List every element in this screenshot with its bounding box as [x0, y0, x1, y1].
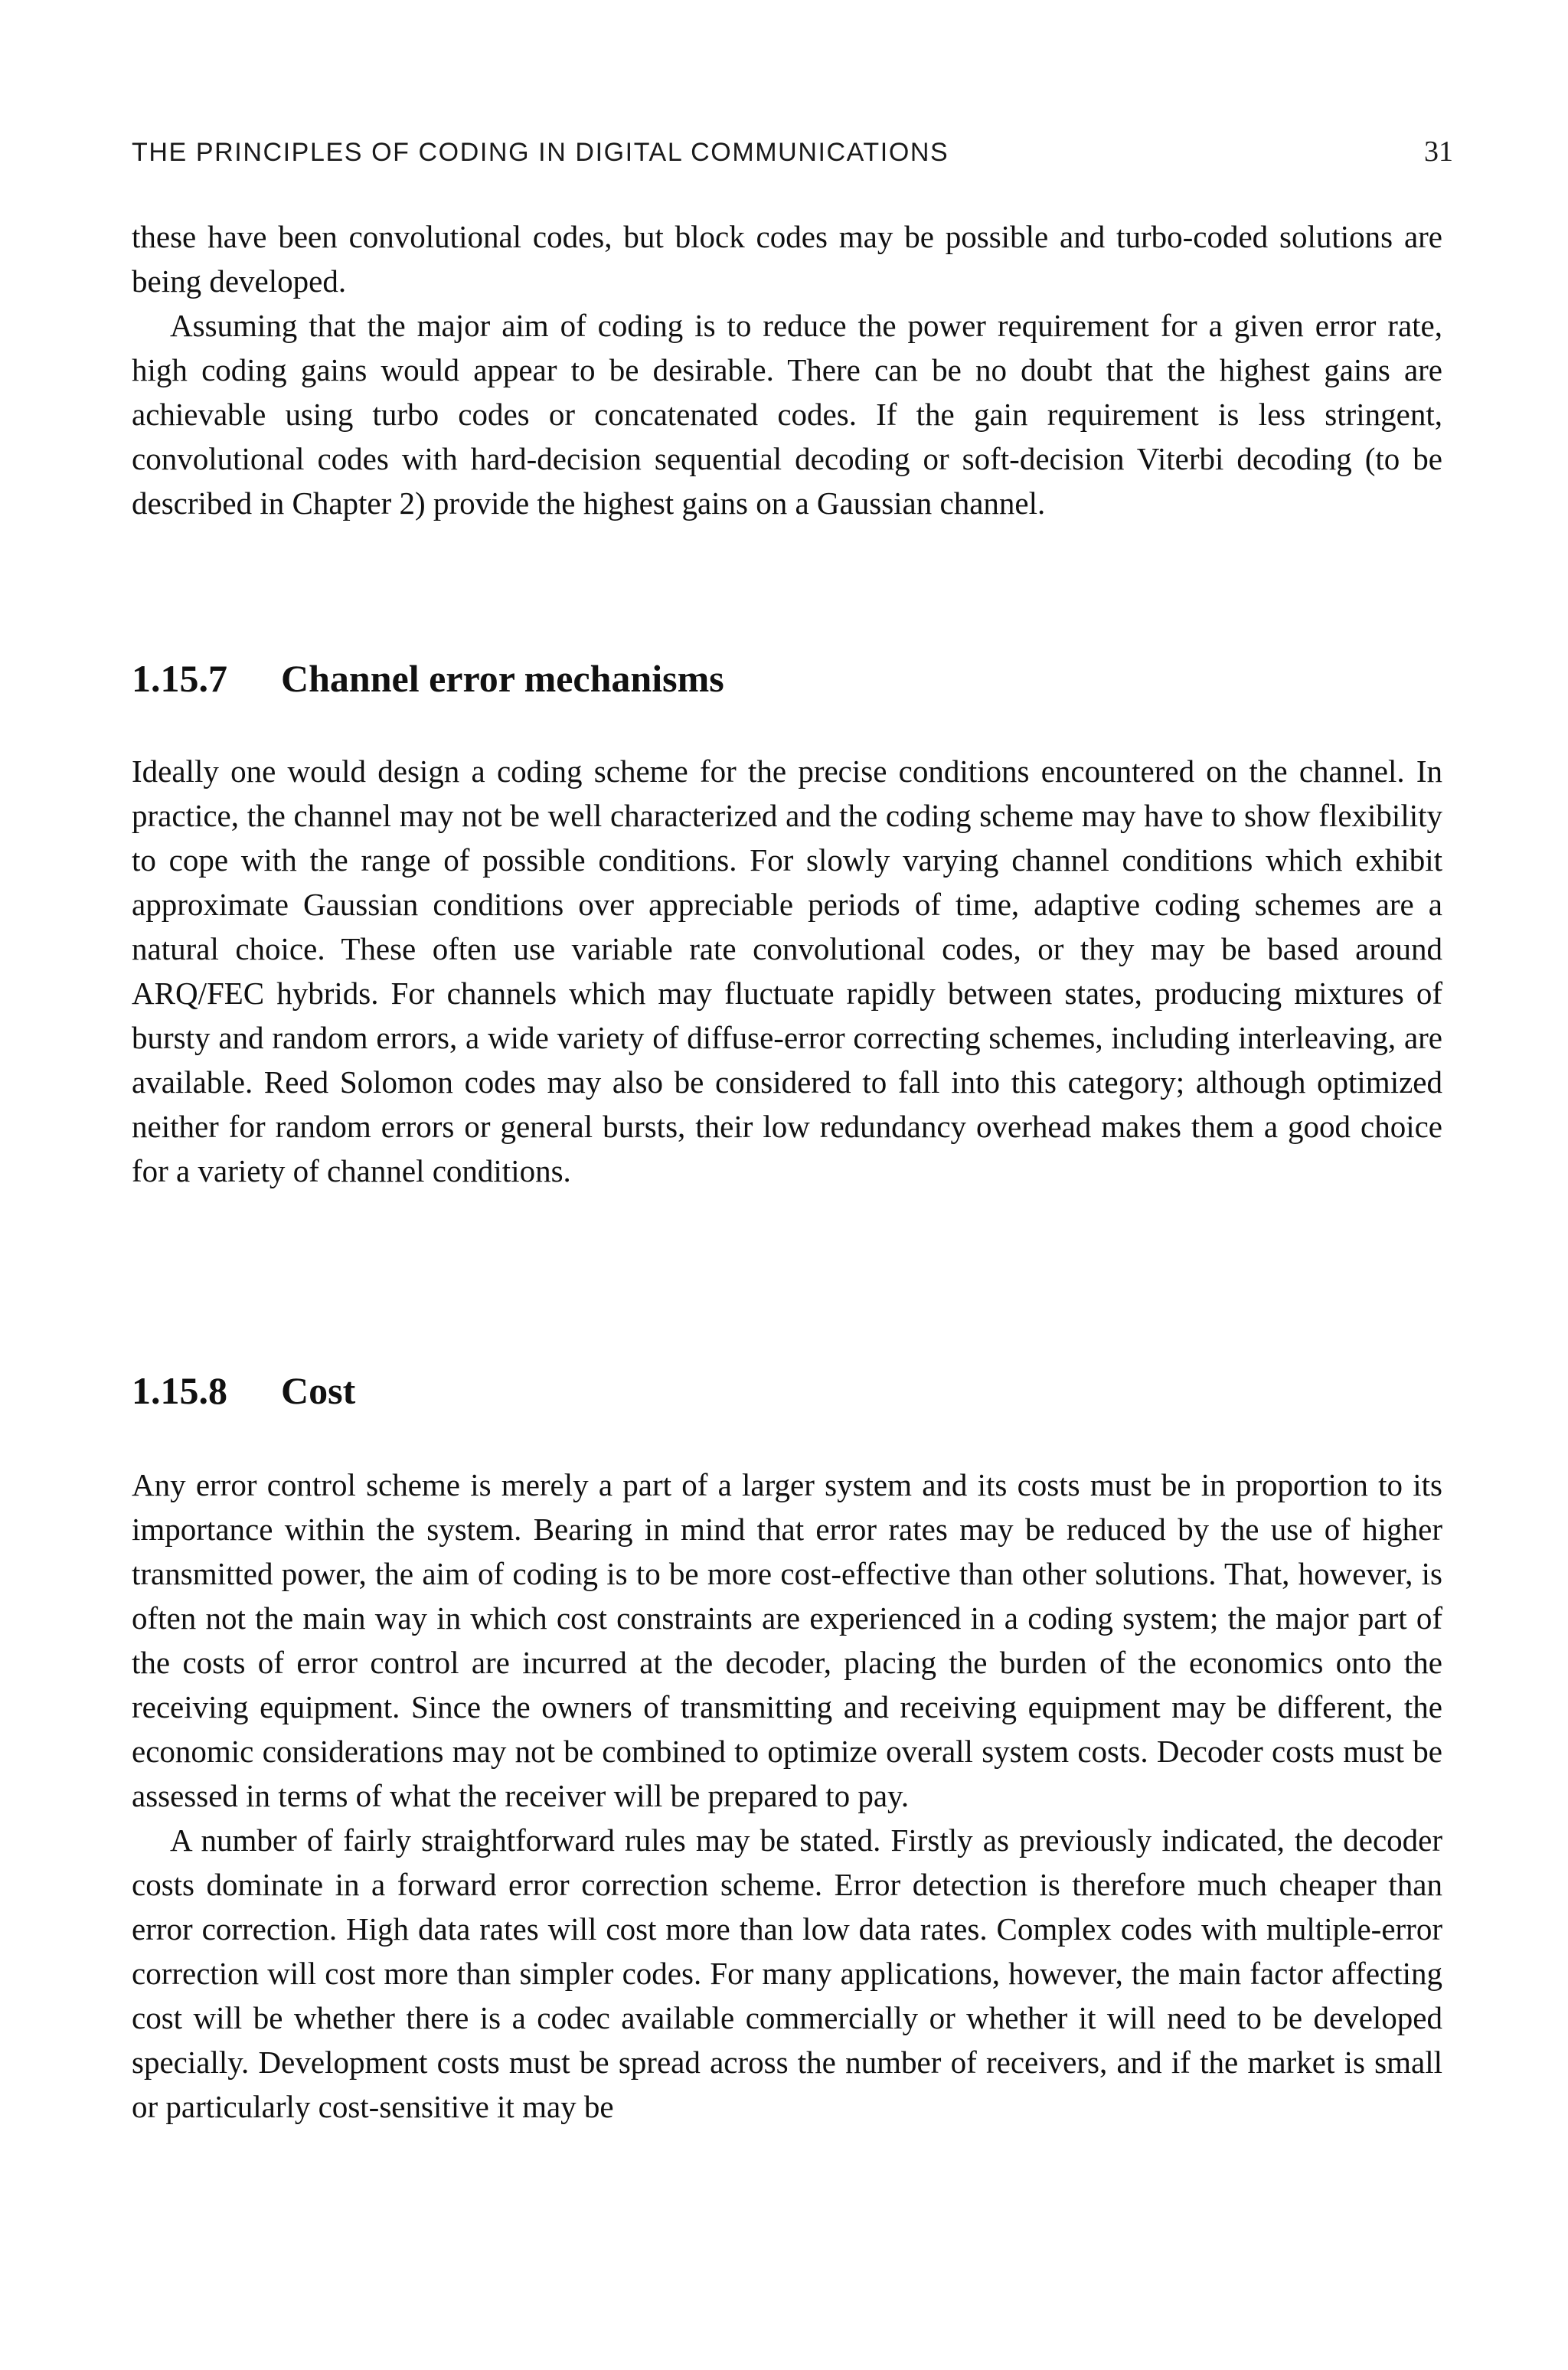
section-body-channel-error-mechanisms — [132, 749, 1442, 1193]
running-head — [132, 135, 1453, 181]
paragraph: Ideally one would design a coding scheme for the precise conditions encountered on the channel. In practice, the channel may not be well characterized and the coding scheme may have to show flexibility to cope with the range of possible conditions. For slowly varying channel conditions which exhibit approximate Gaussian conditions over appreciable periods of time, adaptive coding schemes are a natural choice. These often use variable rate convolutional codes, or they may be based around ARQ/FEC hybrids. For channels which may fluctuate rapidly between states, producing mixtures of bursty and random errors, a wide variety of diffuse-error correcting schemes, including interleaving, are available. Reed Solomon codes may also be considered to fall into this category; although optimized neither for random errors or general bursts, their low redundancy overhead makes them a good choice for a variety of channel conditions. — [132, 753, 1442, 1188]
page-number: 31 — [1424, 136, 1453, 168]
section-title: Channel error mechanisms — [281, 657, 724, 700]
intro-text — [132, 214, 1442, 525]
section-heading-channel-error-mechanisms — [132, 655, 1442, 701]
paragraph: A number of fairly straightforward rules may be stated. Firstly as previously indicated, the decoder costs dominate in a forward error correction scheme. Error detection is therefore much cheaper than error correction. High data rates will cost more than low data rates. Complex codes with multiple-error correction will cost more than simpler codes. For many applications, however, the main factor affecting cost will be whether there is a codec available commercially or whether it will need to be developed specially. Development costs must be spread across the number of receivers, and if the market is small or particularly cost-sensitive it may be — [132, 1822, 1442, 2124]
running-title: THE PRINCIPLES OF CODING IN DIGITAL COMMUNICATIONS — [132, 138, 949, 167]
section-body-cost — [132, 1463, 1442, 2129]
section-heading-cost — [132, 1368, 1442, 1414]
paragraph: Any error control scheme is merely a part of a larger system and its costs must be in proportion to its importance within the system. Bearing in mind that error rates may be reduced by the use of higher transmitted power, the aim of coding is to be more cost-effective than other solutions. That, however, is often not the main way in which cost constraints are experienced in a coding system; the major part of the costs of error control are incurred at the decoder, placing the burden of the economics onto the receiving equipment. Since the owners of transmitting and receiving equipment may be different, the economic considerations may not be combined to optimize overall system costs. Decoder costs must be assessed in terms of what the receiver will be prepared to pay. — [132, 1467, 1442, 1813]
section-number: 1.15.8 — [132, 1369, 227, 1412]
section-number: 1.15.7 — [132, 657, 227, 700]
section-title: Cost — [281, 1369, 356, 1412]
paragraph: these have been convolutional codes, but block codes may be possible and turbo-coded solutions are being developed. — [132, 219, 1442, 299]
paragraph: Assuming that the major aim of coding is to reduce the power requirement for a given error rate, high coding gains would appear to be desirable. There can be no doubt that the highest gains are achievable using turbo codes or concatenated codes. If the gain requirement is less stringent, convolutional codes with hard-decision sequential decoding or soft-decision Viterbi decoding (to be described in Chapter 2) provide the highest gains on a Gaussian channel. — [132, 308, 1442, 521]
